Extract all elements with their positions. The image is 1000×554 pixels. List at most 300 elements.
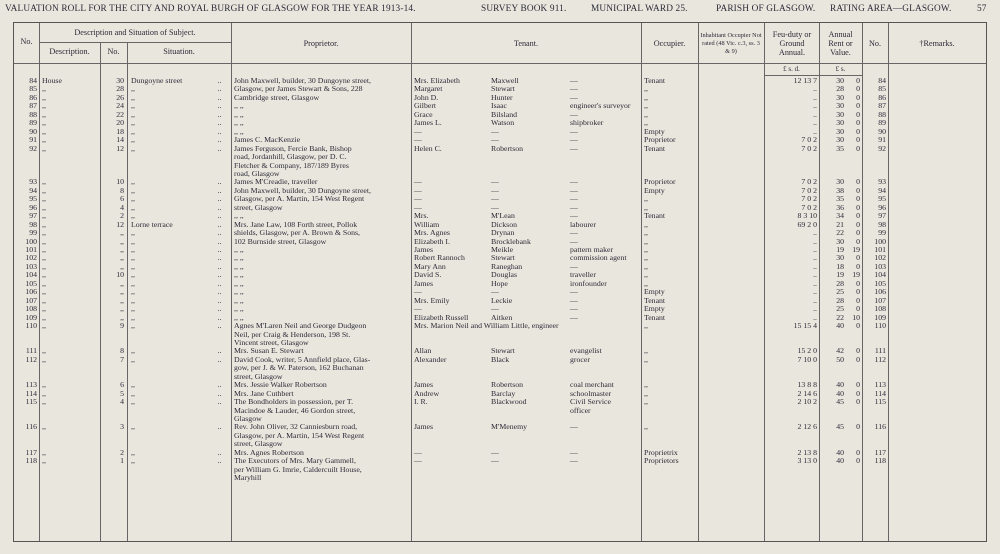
cell-row-number: 98 [29,219,37,229]
cell-proprietor: John Maxwell, builder, 30 Dungoyne street, [234,76,371,85]
cell-situation: ,, [131,177,135,187]
cell-proprietor: Mrs. Jane Cuthbert [234,388,294,398]
cell-tenant-surname: Meikle [491,245,514,254]
cell-situation: ,, [131,118,135,128]
cell-situation-leader: .. [217,185,222,195]
cell-rent-shillings: 0 [856,109,860,119]
cell-situation: ,, [131,84,135,94]
cell-tenant-surname: — [491,447,499,457]
cell-rent-shillings: 0 [856,422,860,432]
cell-rent-pounds: 19 [836,245,844,254]
cell-situation: ,, [131,143,135,153]
cell-tenant-forename: — [414,194,422,204]
cell-tenant-occupation: evangelist [570,346,602,356]
cell-tenant-forename: Robert Rannoch [414,253,465,263]
roll-title: VALUATION ROLL FOR THE CITY AND ROYAL BURGH OF GLASGOW FOR THE YEAR 1913-14. [5,4,416,14]
cell-rent-pounds: 30 [836,101,844,111]
cell-situation-leader: .. [217,388,222,398]
cell-situation: ,, [131,312,135,322]
cell-occupier: ,, [644,84,648,94]
cell-proprietor: street, Glasgow [234,371,283,381]
cell-tenant-forename: Gilbert [414,101,437,111]
cell-rent-pounds: 35 [836,194,844,204]
cell-proprietor: Maryhill [234,473,262,483]
cell-row-number: 84 [29,76,37,85]
cell-rent-shillings: 0 [856,388,860,398]
cell-rent-pounds: 45 [836,397,844,407]
cell-description: ,, [42,354,46,364]
cell-tenant-surname: — [491,135,499,145]
cell-row-number: 118 [25,456,37,466]
cell-situation: ,, [131,135,135,145]
col-header-occupier: Occupier. [653,39,686,48]
cell-rent-pounds: 36 [836,202,844,212]
cell-row-number-right: 88 [878,109,886,119]
cell-situation: ,, [131,388,135,398]
feu-units: £ s. d. [783,65,800,73]
cell-house-number: ,, [120,295,124,305]
cell-situation-leader: .. [217,261,222,271]
cell-row-number: 93 [29,177,37,187]
cell-tenant-forename: James [414,278,434,288]
cell-occupier: ,, [644,380,648,390]
page-number: 57 [977,4,987,14]
cell-tenant-forename: — [414,447,422,457]
cell-proprietor: road, Glasgow [234,168,280,178]
cell-situation-leader: .. [217,270,222,280]
cell-rent-shillings: 0 [856,346,860,356]
cell-situation: ,, [131,295,135,305]
cell-tenant-surname: Stewart [491,346,515,356]
column-rule [888,23,889,541]
cell-occupier: Tenant [644,295,666,305]
cell-feu-duty: 7 0 2 [801,194,817,204]
cell-row-number: 110 [25,321,37,331]
cell-tenant-occupation: — [570,143,578,153]
cell-rent-shillings: 0 [856,380,860,390]
cell-rent-pounds: 30 [836,109,844,119]
cell-situation: ,, [131,202,135,212]
cell-tenant-occupation: — [570,109,578,119]
cell-feu-duty: 2 10 2 [797,397,817,407]
cell-tenant-forename: — [414,177,422,187]
cell-row-number: 106 [25,287,37,297]
cell-rent-pounds: 21 [836,219,844,229]
cell-tenant-surname: Hunter [491,92,513,102]
cell-situation-leader: .. [217,287,222,297]
cell-occupier: ,, [644,397,648,407]
col-header-no: No. [20,37,33,46]
cell-tenant-forename: Elizabeth Russell [414,312,469,322]
cell-proprietor: James Ferguson, Fercie Bank, Bishop [234,143,352,153]
cell-description: ,, [42,447,46,457]
cell-proprietor: Glasgow, per James Stewart & Sons, 228 [234,84,363,94]
cell-house-number: 26 [116,92,124,102]
cell-occupier: Tenant [644,76,666,85]
cell-occupier: ,, [644,236,648,246]
cell-proprietor: David Cook, writer, 5 Annfield place, Glas- [234,354,371,364]
cell-tenant-occupation: — [570,135,578,145]
cell-situation: ,, [131,380,135,390]
cell-feu-duty: 8 3 10 [797,211,817,221]
cell-row-number: 113 [25,380,37,390]
cell-row-number-right: 118 [874,456,886,466]
cell-proprietor: ,, ,, [234,118,244,128]
cell-row-number-right: 94 [878,185,886,195]
cell-occupier: ,, [644,219,648,229]
cell-rent-shillings: 0 [856,194,860,204]
header-rule [14,63,986,64]
cell-situation-leader: .. [217,126,222,136]
cell-description: ,, [42,219,46,229]
cell-tenant-occupation: — [570,295,578,305]
cell-tenant-surname: Blackwood [491,397,527,407]
cell-situation: ,, [131,354,135,364]
cell-situation-leader: .. [217,211,222,221]
cell-situation: ,, [131,321,135,331]
cell-row-number: 108 [25,304,37,314]
cell-proprietor: Mrs. Agnes Robertson [234,447,304,457]
cell-occupier: ,, [644,118,648,128]
cell-tenant-surname: — [491,185,499,195]
col-header-desc-group: Description and Situation of Subject. [74,28,196,37]
cell-rent-pounds: 18 [836,261,844,271]
col-header-tenant: Tenant. [513,39,539,48]
cell-tenant-occupation: — [570,456,578,466]
cell-row-number: 111 [25,346,37,356]
cell-rent-pounds: 30 [836,236,844,246]
cell-rent-shillings: 0 [856,295,860,305]
cell-tenant-forename: Allan [414,346,432,356]
cell-tenant-occupation: — [570,202,578,212]
cell-house-number: ,, [120,228,124,238]
cell-row-number: 112 [25,354,37,364]
cell-rent-shillings: 0 [856,321,860,331]
cell-description: ,, [42,185,46,195]
cell-proprietor: ,, ,, [234,261,244,271]
cell-row-number-right: 91 [878,135,886,145]
cell-tenant-surname: Hope [491,278,508,288]
cell-row-number-right: 107 [874,295,886,305]
cell-situation: ,, [131,185,135,195]
cell-occupier: Proprietrix [644,447,678,457]
cell-situation: ,, [131,101,135,111]
cell-situation: ,, [131,126,135,136]
cell-row-number: 90 [29,126,37,136]
cell-tenant-surname: Douglas [491,270,517,280]
col-header-remarks: †Remarks. [919,39,955,48]
cell-house-number: 10 [116,270,124,280]
cell-tenant-occupation: — [570,447,578,457]
cell-tenant-occupation: — [570,312,578,322]
cell-situation-leader: .. [217,245,222,254]
cell-rent-pounds: 19 [836,270,844,280]
cell-occupier: ,, [644,228,648,238]
cell-tenant-forename: — [414,135,422,145]
cell-rent-pounds: 30 [836,118,844,128]
cell-description: House [42,76,62,85]
cell-feu-duty: 7 0 2 [801,143,817,153]
cell-proprietor: Rev. John Oliver, 32 Canniesburn road, [234,422,358,432]
cell-situation-leader: .. [217,194,222,204]
cell-situation-leader: .. [217,92,222,102]
cell-rent-shillings: 19 [852,270,860,280]
cell-tenant-surname: Barclay [491,388,516,398]
col-header-house-no: No. [107,47,120,56]
cell-occupier: ,, [644,253,648,263]
cell-tenant-surname: — [491,194,499,204]
cell-rent-pounds: 30 [836,135,844,145]
cell-row-number-right: 111 [874,346,886,356]
cell-row-number: 117 [25,447,37,457]
cell-row-number-right: 105 [874,278,886,288]
cell-feu-duty: .. [813,253,817,263]
cell-row-number: 87 [29,101,37,111]
cell-feu-duty: .. [813,312,817,322]
cell-house-number: 2 [120,447,124,457]
cell-rent-pounds: 30 [836,253,844,263]
cell-house-number: 22 [116,109,124,119]
cell-row-number-right: 90 [878,126,886,136]
cell-house-number: 4 [120,397,124,407]
column-rule [641,23,642,541]
cell-tenant-occupation: — [570,126,578,136]
cell-tenant-occupation: — [570,185,578,195]
cell-occupier: ,, [644,109,648,119]
cell-house-number: 30 [116,76,124,85]
col-header-feu-duty: Feu-duty or Ground Annual. [772,30,812,57]
cell-rent-shillings: 10 [852,312,860,322]
cell-proprietor: Fletcher & Company, 187/189 Byres [234,160,349,170]
cell-situation-leader: .. [217,236,222,246]
column-rule [127,42,128,541]
survey-book: SURVEY BOOK 911. [481,4,567,14]
cell-occupier: ,, [644,92,648,102]
cell-description: ,, [42,143,46,153]
cell-rent-pounds: 28 [836,295,844,305]
running-header [0,4,1000,17]
cell-tenant-occupation: — [570,76,578,85]
cell-feu-duty: 2 12 6 [797,422,817,432]
cell-tenant-occupation: — [570,211,578,221]
cell-tenant-occupation: coal merchant [570,380,614,390]
cell-rent-pounds: 42 [836,346,844,356]
cell-tenant-occupation: — [570,236,578,246]
rating-area: RATING AREA—GLASGOW. [830,4,952,14]
cell-description: ,, [42,109,46,119]
cell-tenant-surname: Robertson [491,143,524,153]
cell-feu-duty: .. [813,236,817,246]
cell-occupier: Proprietors [644,456,679,466]
cell-row-number-right: 117 [874,447,886,457]
cell-tenant-surname: Brocklebank [491,236,531,246]
cell-proprietor: Glasgow, per A. Martin, 154 West Regent [234,430,365,440]
cell-house-number: ,, [120,236,124,246]
cell-tenant-forename: David S. [414,270,442,280]
municipal-ward: MUNICIPAL WARD 25. [591,4,688,14]
cell-tenant-occupation: — [570,228,578,238]
cell-row-number-right: 115 [874,397,886,407]
cell-tenant-occupation: Civil Service [570,397,611,407]
cell-occupier: Tenant [644,143,666,153]
cell-situation: ,, [131,287,135,297]
cell-rent-shillings: 0 [856,228,860,238]
cell-description: ,, [42,126,46,136]
cell-feu-duty: .. [813,278,817,288]
cell-rent-shillings: 0 [856,118,860,128]
cell-situation-leader: .. [217,321,222,331]
cell-proprietor: Mrs. Jane Law, 108 Forth street, Pollok [234,219,358,229]
cell-rent-shillings: 0 [856,76,860,85]
cell-house-number: 20 [116,118,124,128]
cell-situation-leader: .. [217,380,222,390]
cell-rent-shillings: 0 [856,202,860,212]
cell-tenant-forename: I. R. [414,397,428,407]
cell-rent-shillings: 0 [856,92,860,102]
cell-situation-leader: .. [217,346,222,356]
cell-rent-pounds: 40 [836,321,844,331]
cell-occupier: Empty [644,287,665,297]
cell-tenant-forename: Helen C. [414,143,442,153]
column-rule [411,23,412,541]
cell-row-number: 88 [29,109,37,119]
cell-description: ,, [42,422,46,432]
cell-proprietor: The Executors of Mrs. Mary Gammell, [234,456,356,466]
cell-proprietor: Agnes M'Laren Neil and George Dudgeon [234,321,367,331]
cell-row-number-right: 96 [878,202,886,212]
cell-situation: ,, [131,397,135,407]
cell-tenant-forename: — [414,126,422,136]
cell-tenant-occupation: — [570,287,578,297]
cell-feu-duty: .. [813,92,817,102]
cell-description: ,, [42,278,46,288]
cell-situation: ,, [131,422,135,432]
cell-proprietor: Mrs. Jessie Walker Robertson [234,380,327,390]
cell-row-number-right: 97 [878,211,886,221]
cell-rent-pounds: 40 [836,447,844,457]
cell-occupier: ,, [644,278,648,288]
cell-tenant-forename: Mrs. Elizabeth [414,76,460,85]
cell-rent-shillings: 0 [856,211,860,221]
cell-description: ,, [42,118,46,128]
cell-row-number-right: 110 [874,321,886,331]
cell-proprietor: John Maxwell, builder, 30 Dungoyne street, [234,185,371,195]
cell-proprietor: Glasgow [234,414,262,423]
cell-rent-pounds: 25 [836,287,844,297]
cell-rent-pounds: 22 [836,312,844,322]
cell-proprietor: ,, ,, [234,211,244,221]
cell-row-number: 94 [29,185,37,195]
cell-house-number: ,, [120,245,124,254]
cell-situation-leader: .. [217,219,222,229]
cell-tenant-occupation: ironfounder [570,278,607,288]
valuation-table [13,22,987,542]
cell-tenant-forename: Mrs. Emily [414,295,450,305]
cell-situation: ,, [131,253,135,263]
cell-occupier: ,, [644,101,648,111]
cell-tenant-forename: James [414,422,434,432]
cell-tenant-occupation: — [570,84,578,94]
cell-situation-leader: .. [217,135,222,145]
cell-tenant-forename: — [414,287,422,297]
cell-proprietor: ,, ,, [234,312,244,322]
cell-row-number-right: 114 [874,388,886,398]
cell-feu-duty: 3 13 0 [797,456,817,466]
cell-proprietor: ,, ,, [234,245,244,254]
cell-house-number: 24 [116,101,124,111]
cell-tenant-surname: — [491,202,499,212]
cell-situation: ,, [131,456,135,466]
col-header-situation: Situation. [163,47,195,56]
cell-feu-duty: 15 15 4 [793,321,817,331]
cell-situation-leader: .. [217,76,222,85]
cell-house-number: 12 [116,143,124,153]
cell-tenant-occupation: engineer's surveyor [570,101,631,111]
cell-feu-duty: 7 0 2 [801,202,817,212]
cell-description: ,, [42,397,46,407]
cell-feu-duty: 69 2 0 [797,219,817,229]
cell-description: ,, [42,245,46,254]
cell-rent-shillings: 19 [852,245,860,254]
cell-situation: ,, [131,304,135,314]
cell-description: ,, [42,304,46,314]
cell-row-number-right: 104 [874,270,886,280]
header-rule [39,42,231,43]
cell-house-number: 6 [120,194,124,204]
cell-tenant-occupation: — [570,261,578,271]
cell-tenant-occupation: grocer [570,354,590,364]
cell-tenant-surname: M'Menemy [491,422,528,432]
cell-tenant-occupation: commission agent [570,253,627,263]
cell-tenant-forename: Mrs. Marion Neil and William Little, engineer [414,321,559,331]
cell-rent-shillings: 0 [856,185,860,195]
cell-situation: ,, [131,228,135,238]
cell-description: ,, [42,92,46,102]
cell-rent-pounds: 38 [836,185,844,195]
cell-description: ,, [42,388,46,398]
cell-row-number-right: 100 [874,236,886,246]
cell-rent-shillings: 0 [856,304,860,314]
cell-tenant-forename: James [414,380,434,390]
cell-description: ,, [42,236,46,246]
cell-house-number: 3 [120,422,124,432]
cell-situation-leader: .. [217,456,222,466]
cell-occupier: ,, [644,354,648,364]
cell-proprietor: ,, ,, [234,126,244,136]
cell-occupier: ,, [644,422,648,432]
cell-row-number-right: 101 [874,245,886,254]
cell-tenant-occupation: labourer [570,219,596,229]
cell-rent-shillings: 0 [856,84,860,94]
cell-tenant-forename: William [414,219,440,229]
cell-feu-duty: .. [813,295,817,305]
cell-situation: ,, [131,278,135,288]
cell-rent-shillings: 0 [856,101,860,111]
cell-occupier: ,, [644,194,648,204]
cell-rent-shillings: 0 [856,177,860,187]
cell-tenant-surname: Bilsland [491,109,517,119]
cell-row-number: 100 [25,236,37,246]
cell-row-number: 96 [29,202,37,212]
cell-tenant-surname: Drynan [491,228,515,238]
cell-rent-pounds: 45 [836,422,844,432]
cell-description: ,, [42,270,46,280]
cell-house-number: 8 [120,346,124,356]
col-header-annual-rent: Annual Rent or Value. [828,30,853,57]
cell-feu-duty: 7 10 0 [797,354,817,364]
cell-situation-leader: .. [217,109,222,119]
cell-description: ,, [42,253,46,263]
